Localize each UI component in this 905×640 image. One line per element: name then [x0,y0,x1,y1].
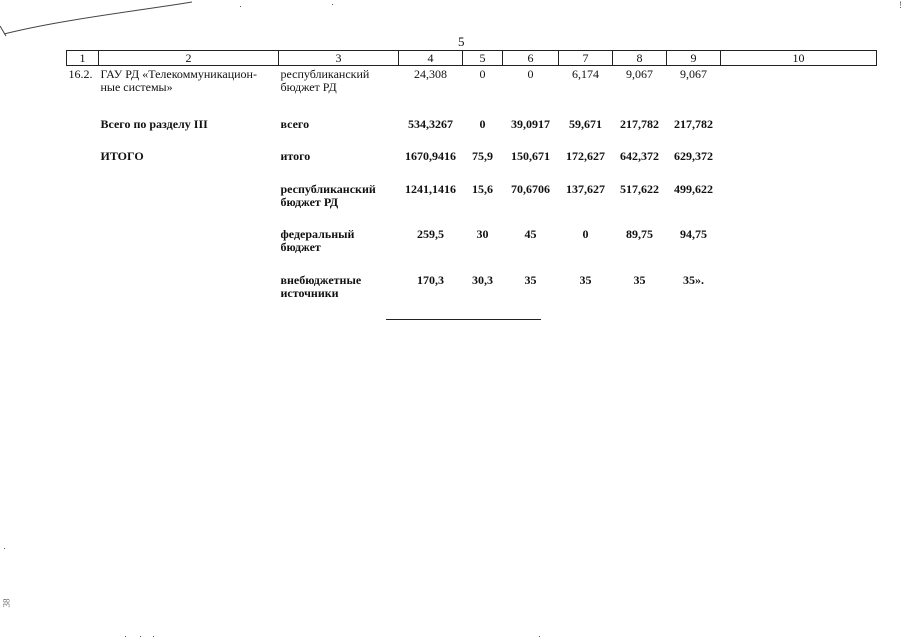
value-col7: 0 [582,227,589,241]
row-label [99,272,279,308]
funding-source: республиканский бюджет РД [280,182,376,209]
value-col6: 39,0917 [511,117,550,131]
scan-speck [140,636,141,637]
value-col5: 0 [479,67,486,81]
column-number-header [67,51,877,66]
value-col10 [721,226,877,272]
col-header-8: 8 [613,51,667,66]
page-number: 5 [458,34,465,49]
col-header-7: 7 [559,51,613,66]
scan-speck [539,636,540,637]
funding-source: федеральный бюджет [280,227,355,254]
row-label: ИТОГО [100,149,144,163]
value-col8: 89,75 [626,227,653,241]
value-col9: 94,75 [680,227,707,241]
budget-table [66,50,877,308]
table-row-grand-total [67,148,877,181]
end-rule [386,319,541,320]
row-number [67,116,99,148]
value-col4: 1241,1416 [405,182,456,196]
value-col7: 35 [579,273,592,287]
value-col9: 9,067 [680,67,707,81]
value-col7: 137,627 [566,182,605,196]
organization-name: ГАУ РД «Телекоммуникацион-ные системы» [100,67,257,94]
row-label [99,181,279,226]
value-col6: 0 [527,67,534,81]
value-col9: 499,622 [674,182,713,196]
value-col5: 0 [479,117,486,131]
value-col9: 629,372 [674,149,713,163]
scan-speck [4,548,5,549]
row-label [99,226,279,272]
scan-speck [332,4,333,5]
value-col5: 75,9 [472,149,493,163]
col-header-3: 3 [279,51,399,66]
value-col6: 45 [524,227,537,241]
value-col5: 30,3 [472,273,493,287]
table-row-federal-budget [67,226,877,272]
value-col4: 534,3267 [408,117,453,131]
value-col5: 30 [476,227,489,241]
scan-speck [153,636,154,637]
value-col6: 70,6706 [511,182,550,196]
table-row-republic-budget [67,181,877,226]
funding-source: внебюджетные источники [280,273,362,300]
value-col10 [721,272,877,308]
value-col8: 217,782 [620,117,659,131]
value-col7: 172,627 [566,149,605,163]
col-header-5: 5 [463,51,503,66]
value-col5: 15,6 [472,182,493,196]
value-col4: 1670,9416 [405,149,456,163]
col-header-1: 1 [67,51,99,66]
col-header-6: 6 [503,51,559,66]
row-number: 16.2. [68,67,93,81]
col-header-9: 9 [667,51,721,66]
row-label: Всего по разделу III [100,117,208,131]
row-number [67,272,99,308]
value-col8: 9,067 [626,67,653,81]
funding-source: итого [280,149,311,163]
value-col8: 517,622 [620,182,659,196]
value-col8: 35 [633,273,646,287]
value-col8: 642,372 [620,149,659,163]
value-col9: 217,782 [674,117,713,131]
value-col6: 35 [524,273,537,287]
scan-speck [125,636,126,637]
row-number [67,226,99,272]
value-col4: 24,308 [414,67,447,81]
value-col9: 35». [683,273,704,287]
scan-speck [240,6,241,7]
value-col7: 59,671 [569,117,602,131]
row-number [67,181,99,226]
row-number [67,148,99,181]
col-header-4: 4 [399,51,463,66]
value-col10 [721,116,877,148]
col-header-10: 10 [721,51,877,66]
col-header-2: 2 [99,51,279,66]
value-col4: 259,5 [417,227,444,241]
value-col10 [721,148,877,181]
value-col4: 170,3 [417,273,444,287]
scan-artifact-line [0,0,200,40]
table-row-16-2 [67,66,877,117]
funding-source: всего [280,117,310,131]
value-col6: 150,671 [511,149,550,163]
value-col10 [721,181,877,226]
edge-mark: ! [899,0,902,10]
funding-source: республиканский бюджет РД [280,67,370,94]
value-col10 [721,66,877,117]
margin-mark: 38 [1,598,12,608]
value-col7: 6,174 [572,67,599,81]
table-row-section-total [67,116,877,148]
table-row-extrabudgetary [67,272,877,308]
